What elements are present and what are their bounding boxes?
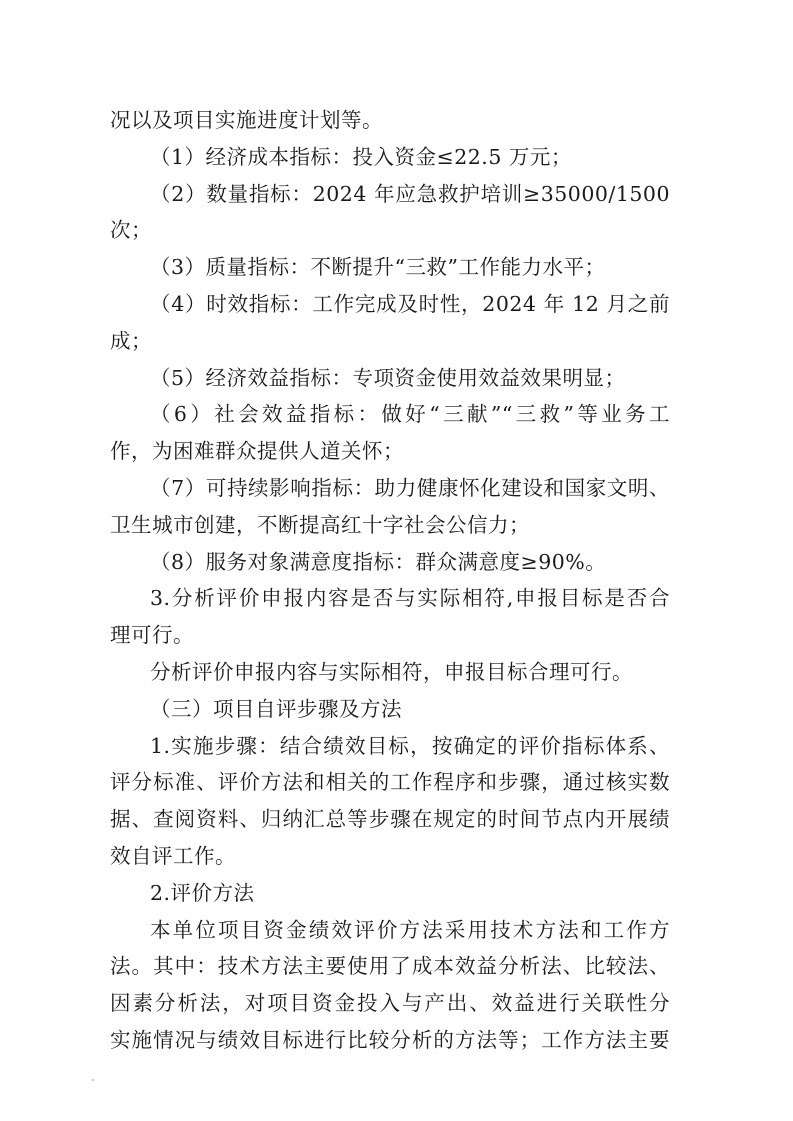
text-line: 理可行。 — [110, 623, 194, 648]
document-body — [110, 102, 670, 1059]
text-line: （1）经济成本指标：投入资金≤22.5 万元； — [150, 144, 572, 169]
text-line: 法。其中：技术方法主要使用了成本效益分析法、比较法、 — [110, 954, 670, 979]
text-line: 次； — [110, 218, 152, 243]
text-line: 况以及项目实施进度计划等。 — [110, 108, 383, 132]
text-line: （4）时效指标：工作完成及时性，2024 年 12 月之前 — [150, 291, 670, 316]
text-line: 效自评工作。 — [110, 843, 236, 868]
scan-speck — [92, 1079, 94, 1081]
text-line: 据、查阅资料、归纳汇总等步骤在规定的时间节点内开展绩 — [110, 807, 670, 832]
text-line: 因素分析法，对项目资金投入与产出、效益进行关联性分 — [110, 991, 670, 1016]
text-line: （6）社会效益指标：做好“三献”“三救”等业务工 — [150, 402, 670, 427]
text-line: 实施情况与绩效目标进行比较分析的方法等；工作方法主要 — [110, 1027, 670, 1052]
text-line: 分析评价申报内容与实际相符，申报目标合理可行。 — [150, 659, 633, 684]
text-line: 卫生城市创建，不断提高红十字社会公信力； — [110, 512, 530, 537]
section-heading: （三）项目自评步骤及方法 — [150, 696, 402, 721]
subsection-heading: 2.评价方法 — [150, 880, 255, 905]
text-line: 评分标准、评价方法和相关的工作程序和步骤，通过核实数 — [110, 770, 670, 795]
text-line: （2）数量指标：2024 年应急救护培训≥35000/1500 — [150, 181, 670, 206]
text-line: 作，为困难群众提供人道关怀； — [110, 439, 404, 464]
text-line: 1.实施步骤：结合绩效目标，按确定的评价指标体系、 — [150, 733, 670, 758]
text-line: （8）服务对象满意度指标：群众满意度≥90%。 — [150, 549, 607, 574]
text-line: 成； — [110, 328, 152, 353]
text-line: （7）可持续影响指标：助力健康怀化建设和国家文明、 — [150, 475, 670, 500]
text-line: （3）质量指标：不断提升“三救”工作能力水平； — [150, 255, 606, 280]
text-line: 本单位项目资金绩效评价方法采用技术方法和工作方 — [150, 917, 670, 942]
text-line: 3.分析评价申报内容是否与实际相符,申报目标是否合 — [150, 586, 670, 611]
text-line: （5）经济效益指标：专项资金使用效益效果明显； — [150, 365, 626, 390]
